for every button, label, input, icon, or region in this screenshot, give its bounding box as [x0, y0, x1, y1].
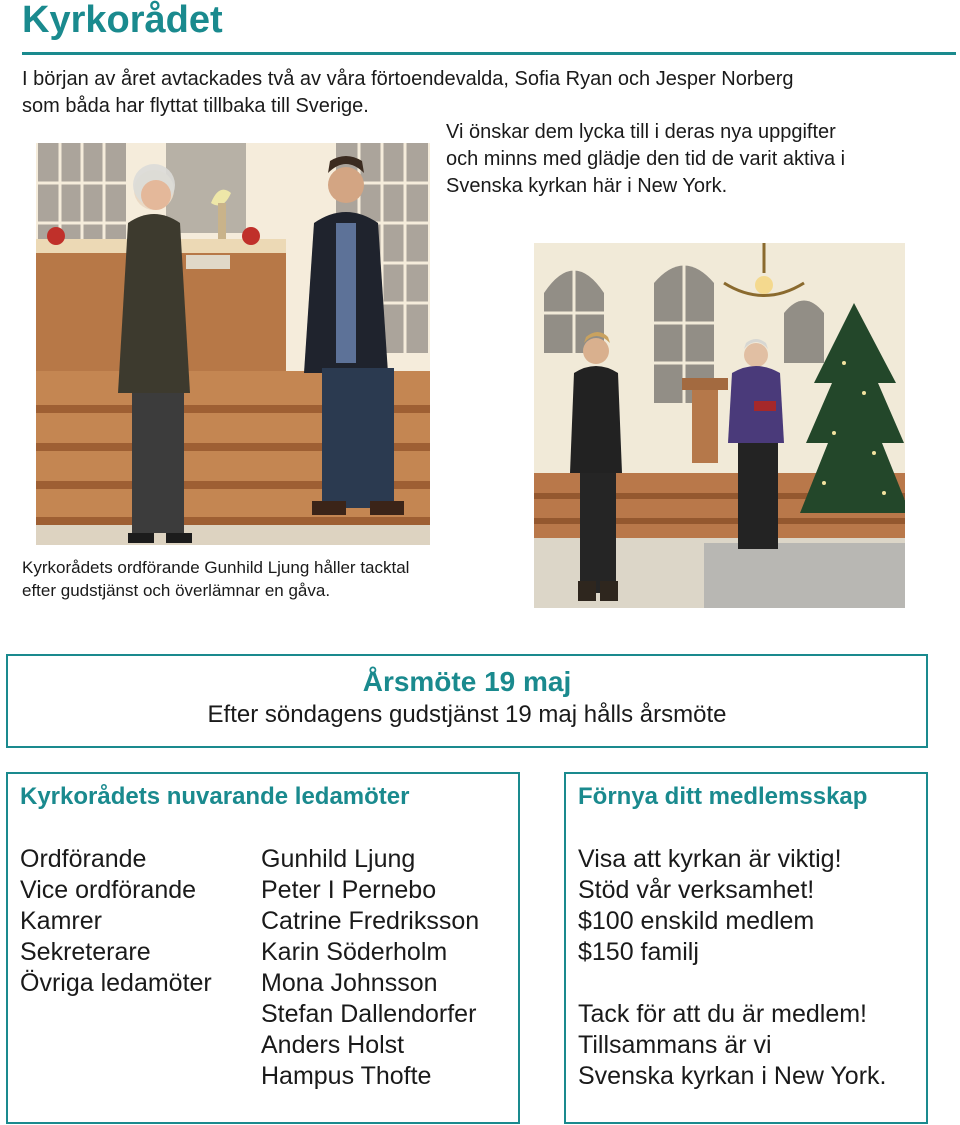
member-name: Catrine Fredriksson	[261, 907, 480, 935]
board-heading: Kyrkorådets nuvarande ledamöter	[20, 783, 410, 810]
member-name: Anders Holst	[261, 1031, 405, 1059]
renew-line: $100 enskild medlem	[578, 907, 815, 935]
board-members-box	[6, 772, 520, 1124]
member-name: Hampus Thofte	[261, 1062, 432, 1090]
photo-caption	[22, 556, 502, 602]
page-title: Kyrkorådet	[22, 0, 223, 41]
photo-gunhild-and-man	[36, 143, 430, 545]
renew-lines	[578, 844, 886, 1092]
role-label: Vice ordförande	[20, 876, 197, 904]
annual-meeting-text: Efter söndagens gudstjänst 19 maj hålls årsmöte	[207, 701, 727, 728]
intro-line: som båda har flyttat tillbaka till Sverige.	[22, 95, 369, 117]
caption-line: Kyrkorådets ordförande Gunhild Ljung håller tacktal	[22, 558, 410, 577]
caption-line: efter gudstjänst och överlämnar en gåva.	[22, 581, 331, 600]
intro-text	[22, 66, 952, 120]
renew-heading: Förnya ditt medlemsskap	[578, 783, 868, 810]
wish-line: Svenska kyrkan här i New York.	[446, 175, 728, 197]
wish-text	[446, 119, 946, 200]
member-name: Mona Johnsson	[261, 969, 438, 997]
photo-church-interior	[534, 243, 905, 608]
member-name: Gunhild Ljung	[261, 845, 416, 873]
wish-line: Vi önskar dem lycka till i deras nya uppgifter	[446, 121, 836, 143]
member-name: Karin Söderholm	[261, 938, 448, 966]
renew-line: Tack för att du är medlem!	[578, 1000, 868, 1028]
member-name: Peter I Pernebo	[261, 876, 437, 904]
intro-line: I början av året avtackades två av våra förtoendevalda, Sofia Ryan och Jesper Norberg	[22, 68, 794, 90]
annual-meeting-title: Årsmöte 19 maj	[362, 666, 572, 697]
annual-meeting-box	[6, 654, 928, 748]
renew-line: $150 familj	[578, 938, 699, 966]
role-label: Sekreterare	[20, 938, 151, 966]
wish-line: och minns med glädje den tid de varit aktiva i	[446, 148, 846, 170]
renew-membership-box	[564, 772, 928, 1124]
role-label: Övriga ledamöter	[20, 969, 212, 997]
member-name: Stefan Dallendorfer	[261, 1000, 477, 1028]
renew-line: Tillsammans är vi	[578, 1031, 772, 1059]
renew-line: Visa att kyrkan är viktig!	[578, 845, 842, 873]
role-label: Ordförande	[20, 845, 147, 873]
title-rule	[22, 52, 956, 55]
renew-spacer	[578, 968, 886, 999]
renew-line: Svenska kyrkan i New York.	[578, 1062, 887, 1090]
board-roles	[20, 844, 212, 999]
role-label: Kamrer	[20, 907, 102, 935]
renew-line: Stöd vår verksamhet!	[578, 876, 815, 904]
board-names	[261, 844, 479, 1092]
